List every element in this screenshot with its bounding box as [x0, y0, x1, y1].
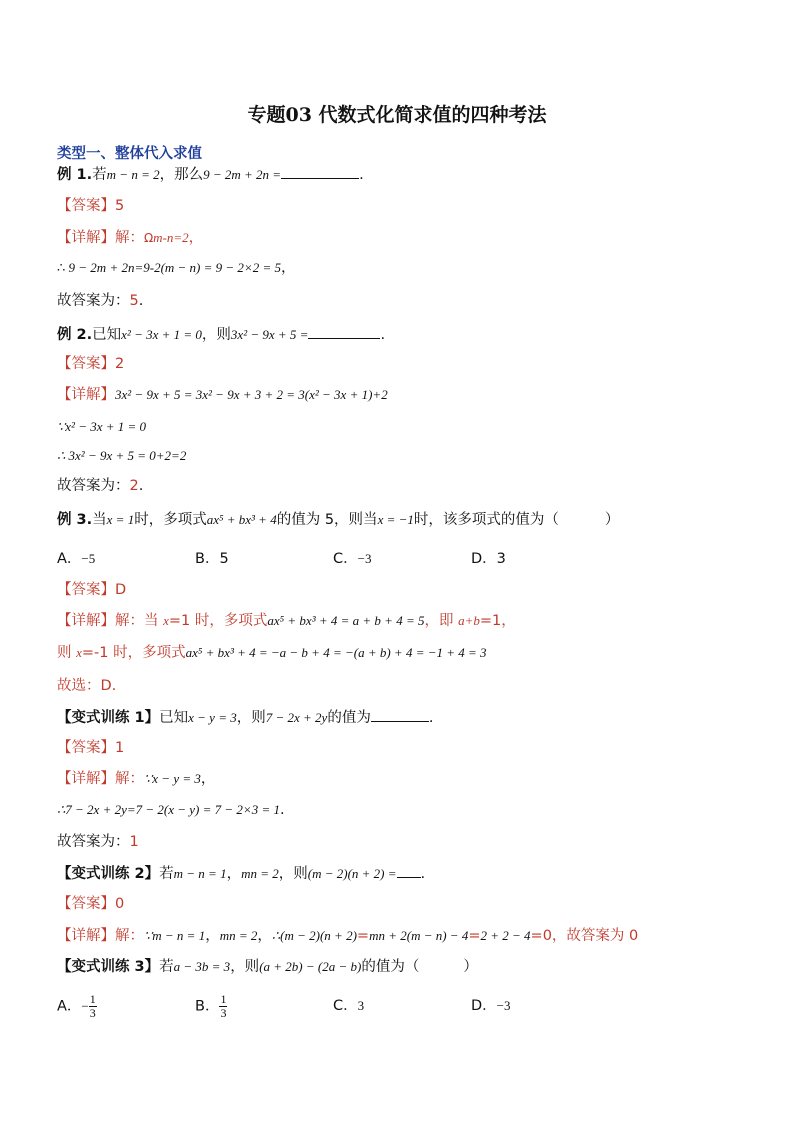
detail-text: =: [468, 928, 481, 944]
q-text: 若: [159, 866, 174, 882]
option-value: −3: [357, 551, 372, 566]
math-expression: m-n=2: [153, 230, 189, 245]
math-variable: a+b: [458, 613, 480, 628]
q-text: ，则: [201, 327, 231, 343]
math-expression: mn + 2(m − n) − 4: [369, 928, 469, 943]
q-text: 若: [92, 167, 107, 183]
option-value: 5: [219, 551, 229, 567]
math-expression: ax⁵ + bx³ + 4: [206, 512, 277, 527]
detail-text: ，: [257, 928, 272, 944]
option-d[interactable]: [471, 549, 506, 569]
conclusion-text: 故选：: [57, 678, 101, 694]
variant-1-detail-1: [57, 769, 215, 789]
math-expression: 9 − 2m + 2n =: [203, 167, 282, 182]
option-key: A．: [57, 551, 82, 567]
q-text: 时，该多项式的值为（: [413, 512, 559, 528]
q-text: ，则: [278, 866, 308, 882]
example-1-conclusion: [57, 291, 143, 311]
example-2-detail-3: [57, 446, 186, 466]
variant-2-question: [57, 863, 425, 884]
option-key: D．: [471, 551, 497, 567]
math-expression: m − n = 1: [173, 866, 227, 881]
variant-label: 【变式训练 1】: [57, 710, 160, 726]
option-key: A．: [57, 998, 82, 1015]
q-text: ）: [463, 959, 478, 975]
answer-blank: [397, 863, 421, 878]
detail-tag: 【详解】: [57, 230, 115, 246]
math-expression: 2 + 2 − 4: [480, 928, 531, 943]
detail-text: 解：当: [115, 613, 164, 629]
math-expression: ∵m − n = 1: [144, 928, 206, 943]
variant-2-detail: [57, 926, 638, 946]
q-text: 的值为: [327, 710, 371, 726]
answer-tag: 【答案】: [57, 896, 115, 912]
conclusion-text: 故答案为：: [57, 834, 130, 850]
math-expression: 3x² − 9x + 5 = 3x² − 9x + 3 + 2 = 3(x² − 3x + 1)+2: [115, 387, 388, 402]
answer-blank: [281, 164, 359, 179]
answer-tag: 【答案】: [57, 740, 115, 756]
math-expression: ∴7 − 2x + 2y=7 − 2(x − y) = 7 − 2×3 = 1: [57, 802, 280, 817]
option-key: C．: [333, 998, 358, 1014]
q-text: 已知: [159, 710, 189, 726]
conclusion-text: 故答案为：: [57, 478, 130, 494]
example-2-detail-2: [57, 417, 146, 437]
variant-1-answer: [57, 738, 124, 758]
option-d[interactable]: [471, 996, 511, 1016]
option-fraction: [219, 993, 227, 1020]
math-expression: ax⁵ + bx³ + 4 = a + b + 4 = 5: [267, 613, 425, 628]
conclusion-value: D: [100, 678, 112, 694]
detail-tag: 【详解】: [57, 387, 115, 403]
example-1-detail-2: [57, 258, 295, 278]
q-text: ，: [226, 866, 242, 882]
math-expression: m − n = 2: [106, 167, 160, 182]
q-text: .: [420, 866, 426, 882]
math-expression: (m − 2)(n + 2) =: [307, 866, 397, 881]
example-3-question: [57, 510, 619, 530]
q-text: 当: [92, 512, 107, 528]
math-expression: ax⁵ + bx³ + 4 = −a − b + 4 = −(a + b) + 4 = −1 + 4 = 3: [185, 645, 487, 660]
detail-text: =0，故答案为 0: [530, 928, 639, 944]
detail-text: .: [279, 802, 285, 818]
option-b[interactable]: [195, 993, 227, 1020]
page-title: 专题03 代数式化简求值的四种考法: [247, 104, 547, 126]
conclusion-text: .: [138, 478, 144, 494]
fraction-denominator: 3: [220, 1006, 227, 1020]
q-text: ，则: [230, 959, 260, 975]
detail-text: ，: [188, 230, 204, 246]
option-a[interactable]: [57, 993, 97, 1020]
q-text: ，那么: [159, 167, 204, 183]
example-3-answer: [57, 580, 126, 600]
detail-text: 解：: [115, 771, 144, 787]
detail-text: 则: [57, 645, 77, 661]
variant-1-detail-2: [57, 800, 285, 820]
option-sign: −: [81, 998, 89, 1014]
option-a[interactable]: [57, 549, 95, 569]
option-c[interactable]: [333, 996, 364, 1016]
variant-label: 【变式训练 3】: [57, 959, 160, 975]
option-fraction: [89, 993, 97, 1020]
example-label: 例 2.: [57, 327, 93, 343]
example-1-detail-1: [57, 228, 203, 248]
variant-3-question: [57, 957, 478, 977]
variant-1-question: [57, 707, 433, 728]
option-value: 3: [357, 998, 365, 1013]
math-expression: mn = 2: [241, 866, 279, 881]
math-expression: ∴ 3x² − 9x + 5 = 0+2=2: [57, 448, 187, 463]
q-text: 的值为（: [361, 959, 420, 975]
example-2-conclusion: [57, 476, 143, 496]
option-value: −5: [81, 551, 96, 566]
detail-text: 解：: [115, 928, 144, 944]
fraction-numerator: 1: [89, 992, 96, 1006]
conclusion-value: 5: [129, 293, 139, 309]
math-expression: x² − 3x + 1 = 0: [121, 327, 202, 342]
detail-text: =-1 时，多项式: [81, 645, 186, 661]
detail-text: ，: [200, 771, 216, 787]
q-text: 时，多项式: [134, 512, 207, 528]
answer-blank: [371, 707, 429, 722]
q-text: 的值为 5，则当: [276, 512, 378, 528]
option-key: B．: [195, 998, 220, 1015]
math-expression: 3x² − 9x + 5 =: [230, 327, 309, 342]
conclusion-value: 2: [129, 478, 139, 494]
detail-tag: 【详解】: [57, 771, 115, 787]
math-expression: x = −1: [377, 512, 414, 527]
q-text: ）: [604, 512, 620, 528]
math-expression: ∵x² − 3x + 1 = 0: [57, 419, 147, 434]
answer-value: 2: [115, 356, 125, 372]
answer-tag: 【答案】: [57, 582, 115, 598]
detail-text: ，即: [424, 613, 459, 629]
detail-tag: 【详解】: [57, 613, 115, 629]
conclusion-text: .: [111, 678, 117, 694]
answer-blank: [308, 324, 380, 339]
fraction-numerator: 1: [220, 992, 227, 1006]
detail-text: ，: [205, 928, 220, 944]
example-3-conclusion: [57, 676, 116, 696]
q-text: 已知: [92, 327, 122, 343]
answer-value: 5: [115, 198, 125, 214]
example-1-question: [57, 164, 364, 185]
example-2-answer: [57, 354, 124, 374]
option-c[interactable]: [333, 549, 371, 569]
conclusion-text: .: [138, 293, 144, 309]
option-key: B．: [195, 551, 220, 567]
q-text: .: [359, 167, 364, 183]
math-expression: (a + 2b) − (2a − b): [259, 959, 362, 974]
math-expression: ∵x − y = 3: [144, 771, 201, 786]
option-key: D．: [471, 998, 497, 1014]
math-variable: x: [163, 613, 169, 628]
variant-2-answer: [57, 894, 124, 914]
variant-1-conclusion: [57, 832, 139, 852]
variant-label: 【变式训练 2】: [57, 866, 160, 882]
math-expression: mn = 2: [219, 928, 258, 943]
example-label: 例 3.: [57, 512, 93, 528]
option-value: −3: [496, 998, 511, 1013]
math-expression: x − y = 3: [188, 710, 237, 725]
q-text: 若: [159, 959, 174, 975]
math-expression: ∴(m − 2)(n + 2): [271, 928, 357, 943]
option-value: 3: [496, 551, 506, 567]
fraction-denominator: 3: [89, 1006, 96, 1020]
answer-tag: 【答案】: [57, 198, 115, 214]
option-b[interactable]: [195, 549, 229, 569]
math-expression: a − 3b = 3: [173, 959, 231, 974]
answer-value: 0: [115, 896, 125, 912]
example-3-detail-1: [57, 611, 516, 631]
detail-text: ，: [280, 260, 296, 276]
detail-tag: 【详解】: [57, 928, 115, 944]
math-variable: x: [76, 645, 82, 660]
option-key: C．: [333, 551, 358, 567]
detail-text: 解：: [115, 230, 144, 246]
detail-symbol: Ω: [144, 231, 154, 245]
example-label: 例 1.: [57, 167, 93, 183]
answer-tag: 【答案】: [57, 356, 115, 372]
example-1-answer: [57, 196, 124, 216]
conclusion-text: 故答案为：: [57, 293, 130, 309]
q-text: .: [428, 710, 434, 726]
section-heading: 类型一、整体代入求值: [57, 146, 202, 162]
conclusion-value: 1: [129, 834, 139, 850]
math-expression: 7 − 2x + 2y: [265, 710, 328, 725]
math-expression: x = 1: [106, 512, 135, 527]
math-expression: 9 − 2m + 2n=9-2(m − n) = 9 − 2×2 = 5: [68, 260, 281, 275]
q-text: ，则: [236, 710, 266, 726]
q-text: .: [380, 327, 386, 343]
example-2-detail-1: [57, 385, 388, 405]
answer-value: 1: [115, 740, 125, 756]
detail-text: ∴: [57, 260, 69, 275]
detail-text: =: [356, 928, 370, 944]
detail-text: =1，: [479, 613, 516, 629]
answer-value: D: [115, 582, 127, 598]
detail-text: =1 时，多项式: [168, 613, 268, 629]
example-2-question: [57, 324, 385, 345]
example-3-detail-2: [57, 643, 487, 663]
